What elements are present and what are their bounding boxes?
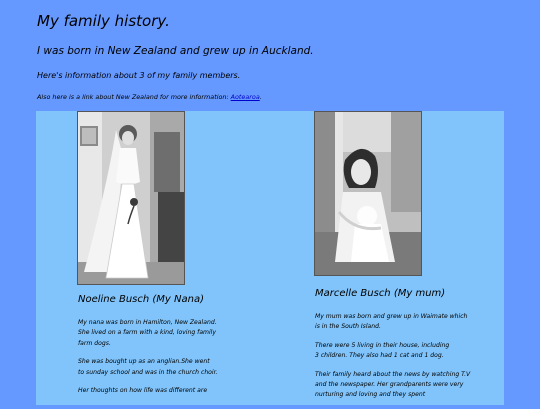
- info-text: Here's information about 3 of my family members.: [37, 71, 241, 80]
- family-panel: [36, 111, 504, 405]
- link-suffix: .: [259, 93, 262, 101]
- mum-paragraph: Their family heard about the news by watching T.V and the newspaper. Her grandparents were very nurturing and loving and they spent: [315, 370, 471, 399]
- nana-heading: Noeline Busch (My Nana): [78, 294, 205, 305]
- link-line: [37, 93, 262, 101]
- nana-paragraph: She was bought up as an anglian.She went to sunday school and was in the church choir.: [78, 358, 218, 376]
- nana-wedding-photo-image: [78, 112, 184, 284]
- nana-paragraph: Her thoughts on how life was different are: [78, 387, 208, 395]
- link-prefix: Also here is a link about New Zealand for more information:: [37, 93, 231, 101]
- nana-paragraph: My nana was born in Hamilton, New Zealand. She lived on a farm with a kind, loving family farm dogs.: [78, 319, 217, 347]
- mum-heading: Marcelle Busch (My mum): [315, 288, 446, 299]
- member-mum: [315, 288, 485, 409]
- mum-photo-image: [315, 112, 421, 275]
- aotearoa-link[interactable]: Aotearoa: [230, 93, 260, 101]
- intro-text: I was born in New Zealand and grew up in Auckland.: [37, 45, 314, 57]
- page-title: My family history.: [37, 12, 170, 30]
- mum-photo: [314, 111, 422, 276]
- mum-paragraph: My mum was born and grew up in Waimate which is in the South Island.: [315, 313, 468, 331]
- mum-paragraph: There were 5 living in their house, including 3 children. They also had 1 cat and 1 dog.: [315, 341, 450, 360]
- member-nana: [78, 294, 248, 404]
- nana-wedding-photo: [77, 111, 185, 285]
